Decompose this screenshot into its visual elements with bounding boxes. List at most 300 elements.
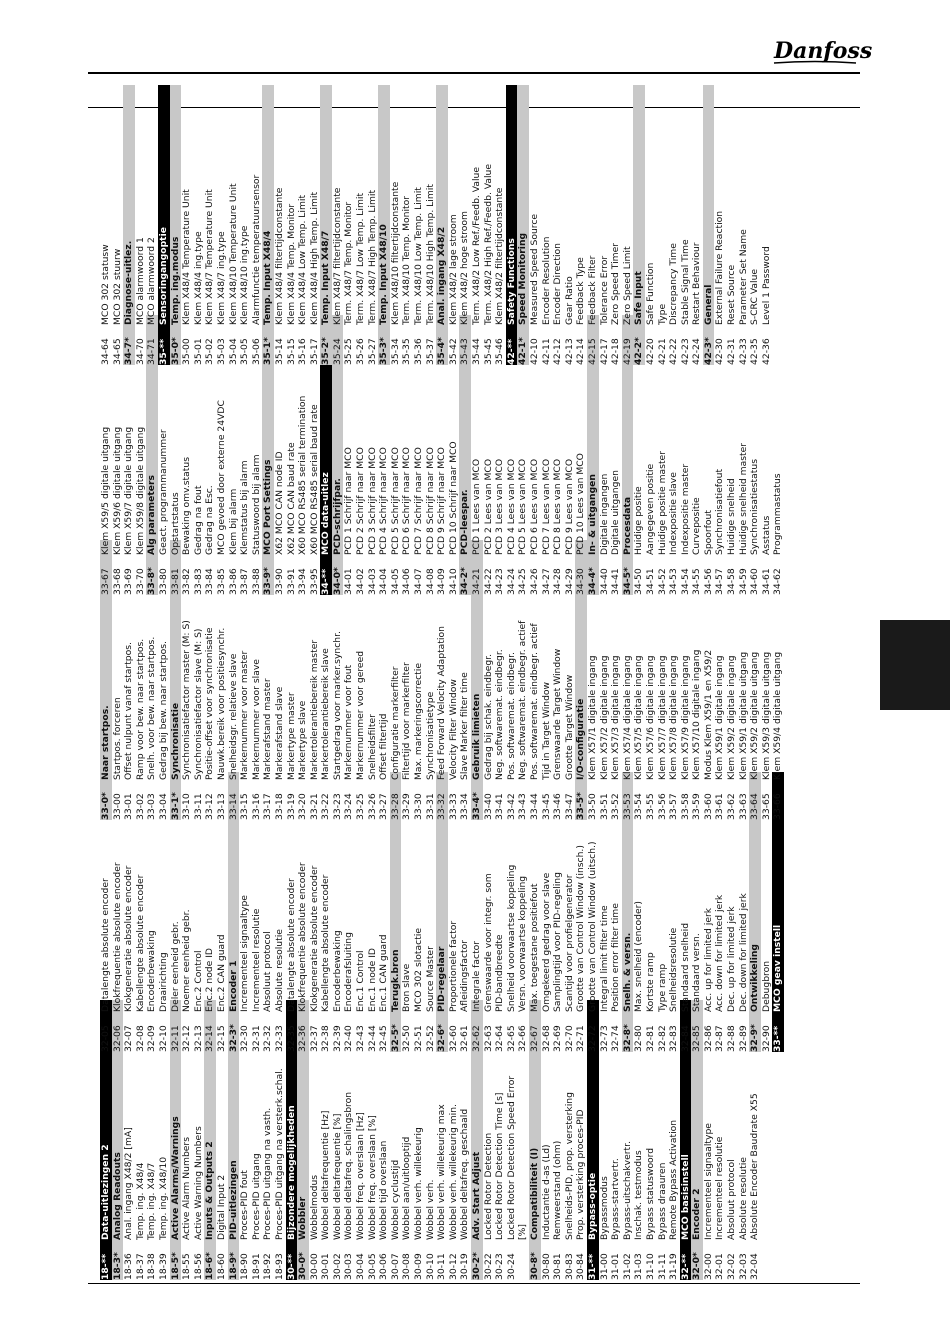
parameter-number: 30-81: [552, 1253, 564, 1280]
parameter-number: 33-14: [227, 793, 239, 820]
parameter-label: Anal. ingang X48/2: [436, 226, 448, 325]
parameter-number: 32-35: [285, 1025, 297, 1052]
parameter-number: 33-55: [644, 793, 656, 820]
parameter-number: 32-14: [204, 1025, 216, 1052]
parameter-row: [448, 85, 460, 365]
parameter-number: 34-23: [494, 568, 506, 595]
parameter-label: Omgekeerd gedrag voor slave: [540, 872, 552, 1012]
parameter-number: 32-11: [169, 1025, 181, 1052]
parameter-number: 33-84: [204, 568, 216, 595]
parameter-number: 30-06: [378, 1253, 390, 1280]
parameter-label: Klem X59/7 digitale uitgang: [123, 426, 135, 555]
parameter-number: 32-87: [714, 1025, 726, 1052]
parameter-label: Synchronisatiefactor master (M: S): [181, 620, 193, 780]
parameter-label: Klem X48/4 Temperature Unit: [181, 189, 193, 325]
parameter-number: 42-21: [656, 338, 668, 365]
parameter-number: 42-15: [586, 338, 598, 365]
parameter-number: 33-67: [100, 568, 111, 595]
parameter-label: Dec. down for limited jerk: [737, 893, 749, 1012]
parameter-label: Active Alarm Numbers: [181, 1137, 193, 1240]
parameter-row: [726, 85, 738, 365]
parameter-label: PCD 2 Lees van MCO: [482, 458, 494, 555]
parameter-number: 42-20: [644, 338, 656, 365]
parameter-number: 18-92: [262, 1253, 274, 1280]
parameter-number: 33-60: [702, 793, 714, 820]
parameter-label: In- & uitgangen: [586, 474, 598, 555]
parameter-label: Klem X59/6 digitale uitgang: [111, 426, 123, 555]
parameter-number: 33-4*: [471, 792, 482, 820]
parameter-number: 18-93: [273, 1253, 285, 1280]
parameter-label: Encoderbewaking: [331, 930, 343, 1012]
parameter-number: 33-52: [610, 793, 622, 820]
parameter-number: 34-04: [378, 568, 390, 595]
parameter-row: [204, 85, 216, 365]
parameter-label: Type ramp: [656, 963, 668, 1012]
parameter-number: 33-23: [331, 793, 343, 820]
parameter-number: 42-19: [621, 338, 633, 365]
parameter-number: 32-67: [528, 1025, 540, 1052]
parameter-number: 32-86: [702, 1025, 714, 1052]
parameter-number: 30-09: [413, 1253, 425, 1280]
parameter-number: 33-21: [308, 793, 320, 820]
parameter-row: [401, 85, 413, 365]
parameter-number: 42-17: [598, 338, 610, 365]
parameter-number: 33-68: [111, 568, 123, 595]
parameter-label: Enc.2 Control: [192, 950, 204, 1012]
parameter-number: 32-63: [482, 1025, 494, 1052]
parameter-label: Slave Marker filter time: [459, 672, 471, 780]
parameter-label: Wobbelmodus: [308, 1174, 320, 1240]
parameter-label: Alarmfunctie temperatuursensor: [250, 174, 262, 325]
parameter-group-header: [506, 85, 518, 365]
parameter-number: 33-45: [540, 793, 552, 820]
parameter-label: Anal. ingang X48/2 [mA]: [123, 1127, 135, 1240]
parameter-label: Acc. up for limited jerk: [702, 907, 714, 1012]
parameter-label: Markerafstand slave: [273, 686, 285, 780]
parameter-number: 34-55: [691, 568, 703, 595]
parameter-row: [587, 85, 599, 365]
parameter-label: Markertolerantiebereik slave: [320, 648, 332, 780]
parameter-number: 42-23: [679, 338, 691, 365]
parameter-number: 33-69: [123, 568, 135, 595]
parameter-label: Afleidingsfactor: [459, 939, 471, 1012]
parameter-number: 32-10: [157, 1025, 169, 1052]
parameter-number: 42-24: [691, 338, 703, 365]
parameter-number: 33-54: [633, 793, 645, 820]
parameter-number: 34-61: [760, 568, 772, 595]
parameter-row: [193, 85, 205, 365]
parameter-number: 32-88: [726, 1025, 738, 1052]
parameter-number: 18-**: [100, 1253, 111, 1280]
parameter-number: 34-01: [343, 568, 355, 595]
parameter-label: Zero Speed Timer: [610, 242, 622, 325]
parameter-number: 35-01: [192, 338, 204, 365]
parameter-label: Inputs & Outputs 2: [204, 1141, 216, 1240]
parameter-number: 32-81: [644, 1025, 656, 1052]
parameter-label: Klem X48/10 ing.type: [239, 225, 251, 325]
parameter-number: 42-12: [552, 338, 564, 365]
parameter-label: Klem bij alarm: [227, 488, 239, 555]
parameter-number: 33-02: [134, 793, 146, 820]
parameter-label: Configuratie markerfilter: [389, 666, 401, 780]
parameter-number: 34-0*: [331, 567, 343, 595]
parameter-row: [216, 85, 228, 365]
parameter-number: 34-70: [134, 338, 146, 365]
parameter-number: 32-51: [413, 1025, 425, 1052]
parameter-number: 34-4*: [586, 567, 598, 595]
parameter-label: Positie-offset voor synchronisatie: [204, 627, 216, 780]
parameter-number: 34-59: [737, 568, 749, 595]
parameter-number: 35-06: [250, 338, 262, 365]
parameter-number: 35-03: [215, 338, 227, 365]
parameter-number: 33-81: [169, 568, 181, 595]
parameter-row: [100, 85, 112, 365]
parameter-label: Encoder Resolution: [540, 236, 552, 325]
parameter-label: PCD 7 Lees van MCO: [540, 458, 552, 555]
parameter-number: 33-11: [192, 793, 204, 820]
parameter-label: Bypass draauren: [656, 1162, 668, 1240]
parameter-row: [181, 85, 193, 365]
parameter-label: Klem X48/2 hoge stroom: [459, 211, 471, 325]
parameter-number: 30-04: [355, 1253, 367, 1280]
parameter-number: 34-29: [563, 568, 575, 595]
parameter-label: Inductantie d-as (Ld): [540, 1144, 552, 1240]
parameter-label: PCD 5 Lees van MCO: [517, 458, 529, 555]
parameter-label: Markertype master: [285, 692, 297, 780]
parameter-label: Wobbel deltafrequentie [%]: [331, 1113, 343, 1240]
parameter-label: Procesdata: [621, 496, 633, 555]
parameter-number: 32-90: [760, 1025, 772, 1052]
parameter-number: 42-3*: [702, 337, 714, 365]
parameter-label: Integral limit filter time: [598, 905, 610, 1012]
parameter-label: Max. snelheid (encoder): [633, 900, 645, 1012]
parameter-label: Term. X48/7 Temp. Monitor: [343, 201, 355, 325]
footer-rule: [88, 1283, 860, 1284]
parameter-number: 32-83: [668, 1025, 680, 1052]
parameter-label: Source Master: [424, 946, 436, 1012]
parameter-number: 32-5*: [389, 1024, 401, 1052]
parameter-label: PCD 9 Schrijf naar MCO: [436, 447, 448, 555]
parameter-number: 32-8*: [621, 1024, 633, 1052]
parameter-label: Wobbel freq. overslaan [Hz]: [355, 1112, 367, 1240]
parameter-row: [564, 85, 576, 365]
parameter-label: MCO 302 stuurw: [111, 248, 123, 325]
parameter-number: 33-62: [726, 793, 738, 820]
parameter-label: Datalengte absolute encoder: [285, 878, 297, 1012]
parameter-number: 33-46: [552, 793, 564, 820]
parameter-number: 32-31: [250, 1025, 262, 1052]
parameter-label: Spoorfout: [702, 510, 714, 555]
parameter-label: Klem X59/4 digitale uitgang: [772, 651, 784, 780]
parameter-number: 32-69: [552, 1025, 564, 1052]
parameter-label: Klem X59/1 digitale ingang: [714, 655, 726, 780]
parameter-number: 32-05: [100, 1025, 111, 1052]
parameter-label: Temp. Input X48/7: [320, 230, 332, 325]
parameter-number: 35-34: [389, 338, 401, 365]
parameter-number: 30-00: [308, 1253, 320, 1280]
parameter-label: Gedrag bij schak. eindbegr.: [482, 653, 494, 780]
parameter-label: Pos. softwaremat. eindbegr.: [505, 652, 517, 780]
parameter-row: [529, 85, 541, 365]
parameter-label: Bypass-startvertr.: [610, 1158, 622, 1240]
parameter-number: 34-2*: [459, 567, 471, 595]
parameter-number: 32-65: [505, 1025, 517, 1052]
parameter-row: [425, 85, 437, 365]
parameter-row: [390, 85, 402, 365]
parameter-label: PCD-leespar.: [459, 489, 471, 555]
parameter-label: Temp. ing. X48/7: [146, 1162, 158, 1240]
parameter-number: 32-62: [471, 1025, 482, 1052]
parameter-number: 35-1*: [262, 337, 274, 365]
parameter-number: 33-27: [378, 793, 390, 820]
parameter-number: 32-07: [123, 1025, 135, 1052]
parameter-label: Grootte Target Window: [563, 674, 575, 780]
parameter-number: 42-30: [714, 338, 726, 365]
parameter-number: 33-10: [181, 793, 193, 820]
parameter-label: Wobbel verh. willekeurig min.: [447, 1104, 459, 1240]
parameter-number: 35-4*: [436, 337, 448, 365]
parameter-label: Klemstatus bij alarm: [239, 460, 251, 555]
parameter-number: 33-83: [192, 568, 204, 595]
parameter-label: Bypass-optie: [586, 1172, 598, 1240]
parameter-label: X60 MCO RS485 serial baud rate: [308, 404, 320, 555]
parameter-label: Klem X57/8 digitale ingang: [668, 655, 680, 780]
parameter-label: PCD 2 Schrijf naar MCO: [355, 447, 367, 555]
parameter-number: 32-0*: [691, 1252, 703, 1280]
parameter-number: 42-33: [737, 338, 749, 365]
parameter-row: [714, 85, 726, 365]
parameter-number: 35-26: [355, 338, 367, 365]
parameter-number: 31-19: [668, 1253, 680, 1280]
parameter-label: Incrementeel resolutie: [250, 908, 262, 1012]
parameter-label: Bron slave: [401, 963, 413, 1012]
parameter-label: Snelheids-PID, prop. versterking: [563, 1092, 575, 1240]
parameter-number: 35-25: [343, 338, 355, 365]
parameter-row: [471, 85, 483, 365]
parameter-label: Filtertijd voor markerfilter: [401, 662, 413, 780]
parameter-number: 31-10: [644, 1253, 656, 1280]
parameter-label: Standaard versn.: [691, 933, 703, 1012]
parameter-label: Locked Rotor Detection Time [s]: [494, 1092, 506, 1240]
parameter-number: 34-03: [366, 568, 378, 595]
parameter-number: 33-25: [355, 793, 367, 820]
parameter-number: 30-2*: [471, 1252, 482, 1280]
parameter-number: 30-05: [366, 1253, 378, 1280]
parameter-number: 33-33: [447, 793, 459, 820]
parameter-number: 30-11: [436, 1253, 448, 1280]
parameter-label: Klem X48/10 Temperature Unit: [227, 183, 239, 325]
parameter-row: [494, 85, 506, 365]
parameter-label: Klem X57/1 digitale ingang: [586, 655, 598, 780]
parameter-row: [749, 85, 761, 365]
parameter-number: 32-**: [679, 1253, 691, 1280]
parameter-label: Huidige positie master: [656, 451, 668, 555]
parameter-label: Datalengte absolute encoder: [100, 878, 111, 1012]
parameter-label: Parameter Set Name: [737, 229, 749, 325]
parameter-label: Startpos. forceren: [111, 697, 123, 780]
parameter-number: 33-44: [528, 793, 540, 820]
parameter-number: 33-47: [563, 793, 575, 820]
parameter-label: Tolerance Error: [598, 255, 610, 325]
parameter-number: 35-04: [227, 338, 239, 365]
parameter-label: Grenswaarde voor integr. som: [482, 873, 494, 1012]
parameter-label: Reset Source: [726, 264, 738, 325]
parameter-label: Proces-PID fout: [239, 1170, 251, 1240]
parameter-number: 33-20: [297, 793, 309, 820]
parameter-number: 32-03: [737, 1253, 749, 1280]
parameter-label: Alg parameters: [146, 475, 158, 555]
parameter-label: Gedrag na Esc.: [204, 485, 216, 555]
parameter-label: Digitale ingangen: [598, 473, 610, 555]
parameter-label: Huidige positie: [633, 486, 645, 555]
parameter-label: Offset filtertijd: [378, 713, 390, 780]
parameter-number: 35-0*: [169, 337, 181, 365]
parameter-label: Opstartstatus: [169, 492, 181, 555]
parameter-number: 34-57: [714, 568, 726, 595]
parameter-number: 32-40: [343, 1025, 355, 1052]
parameter-number: 32-36: [297, 1025, 309, 1052]
parameter-label: Debugbron: [760, 960, 772, 1012]
parameter-number: 32-13: [192, 1025, 204, 1052]
parameter-label: Markertype slave: [297, 700, 309, 780]
parameter-number: 33-56: [656, 793, 668, 820]
parameter-label: PCD 1 Schrijf naar MCO: [343, 447, 355, 555]
parameter-number: 31-01: [610, 1253, 622, 1280]
parameter-label: PCD 1 Lees van MCO: [471, 458, 482, 555]
parameter-label: Klem X48/7 filtertijdconstante: [331, 187, 343, 325]
parameter-number: 42-31: [726, 338, 738, 365]
parameter-label: Klem X48/10 filtertijdconstante: [389, 181, 401, 325]
parameter-label: Tijd in Target Window: [540, 681, 552, 780]
parameter-number: 33-64: [749, 793, 761, 820]
parameter-label: Indexpositie master: [679, 463, 691, 555]
parameter-number: 32-01: [714, 1253, 726, 1280]
parameter-label: X62 MCO CAN node ID: [273, 451, 285, 555]
parameter-label: MCO 302 statusw: [100, 244, 111, 325]
parameter-label: Term. X48/2 Low Ref./Feedb. Value: [471, 167, 482, 325]
parameter-group-header: [158, 85, 170, 365]
parameter-number: 34-54: [679, 568, 691, 595]
parameter-label: PCD 10 Schrijf naar MCO: [447, 441, 459, 555]
parameter-row: [413, 85, 425, 365]
parameter-subgroup-row: [170, 85, 182, 365]
parameter-number: 34-41: [610, 568, 622, 595]
parameter-label: Terugk.bron: [389, 949, 401, 1012]
parameter-number: 42-35: [749, 338, 761, 365]
parameter-number: 34-40: [598, 568, 610, 595]
parameter-label: Neg. softwaremat. eindbegr.: [494, 649, 506, 780]
parameter-label: PCD 9 Lees van MCO: [563, 458, 575, 555]
parameter-number: 31-02: [621, 1253, 633, 1280]
parameter-number: 34-21: [471, 568, 482, 595]
parameter-label: Term. X48/7 High Temp. Limit: [366, 189, 378, 325]
parameter-number: 30-22: [482, 1253, 494, 1280]
parameter-label: Statuswoord bij alarm: [250, 454, 262, 555]
parameter-label: Programmastatus: [772, 473, 784, 555]
parameter-number: 32-00: [702, 1253, 714, 1280]
parameter-number: 33-15: [239, 793, 251, 820]
parameter-subgroup-row: [703, 85, 715, 365]
header-rule: [88, 72, 860, 74]
parameter-label: Indexpositie slave: [668, 472, 680, 555]
parameter-number: 34-27: [540, 568, 552, 595]
parameter-row: [657, 85, 669, 365]
parameter-number: 34-50: [633, 568, 645, 595]
parameter-label: Draairichting: [157, 952, 169, 1012]
parameter-number: 32-50: [401, 1025, 413, 1052]
parameter-row: [483, 85, 495, 365]
parameter-number: 32-39: [331, 1025, 343, 1052]
parameter-number: 34-26: [528, 568, 540, 595]
parameter-label: PCD 8 Lees van MCO: [552, 458, 564, 555]
parameter-number: 42-10: [528, 338, 540, 365]
parameter-label: Encoder 2: [691, 1188, 703, 1240]
danfoss-logo: [770, 30, 873, 70]
parameter-row: [610, 85, 622, 365]
parameter-label: Ontwikkeling: [749, 944, 761, 1012]
parameter-number: 33-17: [262, 793, 274, 820]
parameter-label: Incrementeel resolutie: [714, 1136, 726, 1240]
parameter-label: Absolute resolutie: [273, 929, 285, 1012]
parameter-label: Klem X48/2 filtertijdconstante: [494, 187, 506, 325]
parameter-column-5: [100, 85, 860, 365]
parameter-label: Prop. versterking proces-PID: [575, 1109, 587, 1240]
parameter-number: 30-08: [401, 1253, 413, 1280]
parameter-label: Compatibiliteit (I): [528, 1147, 540, 1240]
parameter-row: [228, 85, 240, 365]
parameter-label: Snelh. voor bew. naar startpos.: [146, 636, 158, 780]
parameter-label: Synchronisatiestatus: [749, 459, 761, 555]
parameter-label: Gedrag na fout: [192, 485, 204, 555]
parameter-row: [332, 85, 344, 365]
parameter-label: PCD 6 Schrijf naar MCO: [401, 447, 413, 555]
parameter-number: 18-5*: [169, 1252, 181, 1280]
parameter-subgroup-row: [123, 85, 135, 365]
parameter-number: 34-30: [575, 568, 587, 595]
parameter-label: Snelheid voorwaartse koppeling: [505, 864, 517, 1012]
parameter-label: Temp. Input X48/4: [262, 230, 274, 325]
parameter-number: 30-03: [343, 1253, 355, 1280]
parameter-label: MCO basisinstell: [679, 1154, 691, 1240]
parameter-label: Pos. softwaremat. eindbegr. actief: [528, 623, 540, 780]
parameter-label: Remote Bypass Activation: [668, 1119, 680, 1240]
parameter-label: Klem X57/5 digitale ingang: [633, 655, 645, 780]
parameter-number: 33-53: [621, 793, 633, 820]
parameter-row: [343, 85, 355, 365]
parameter-label: Markerafstand master: [262, 678, 274, 780]
parameter-table: [90, 120, 860, 1280]
parameter-number: 33-61: [714, 793, 726, 820]
parameter-label: Kabellengte absolute encoder: [320, 874, 332, 1012]
parameter-number: 35-17: [308, 338, 320, 365]
parameter-label: Term. X48/10 Temp. Monitor: [401, 195, 413, 325]
parameter-label: Zero Speed Limit: [621, 246, 633, 325]
parameter-number: 33-91: [285, 568, 297, 595]
parameter-number: 32-68: [540, 1025, 552, 1052]
parameter-number: 18-39: [157, 1253, 169, 1280]
parameter-label: Synchronisatie: [169, 702, 181, 780]
parameter-row: [112, 85, 124, 365]
parameter-number: 42-14: [575, 338, 587, 365]
parameter-label: General: [702, 284, 714, 325]
parameter-label: Klem X59/1 digitale uitgang: [737, 651, 749, 780]
parameter-number: 35-42: [447, 338, 459, 365]
parameter-number: 35-45: [482, 338, 494, 365]
parameter-label: External Failure Reaction: [714, 210, 726, 325]
parameter-number: 34-06: [401, 568, 413, 595]
parameter-label: Stable Signal Time: [679, 239, 691, 325]
parameter-number: 33-01: [123, 793, 135, 820]
